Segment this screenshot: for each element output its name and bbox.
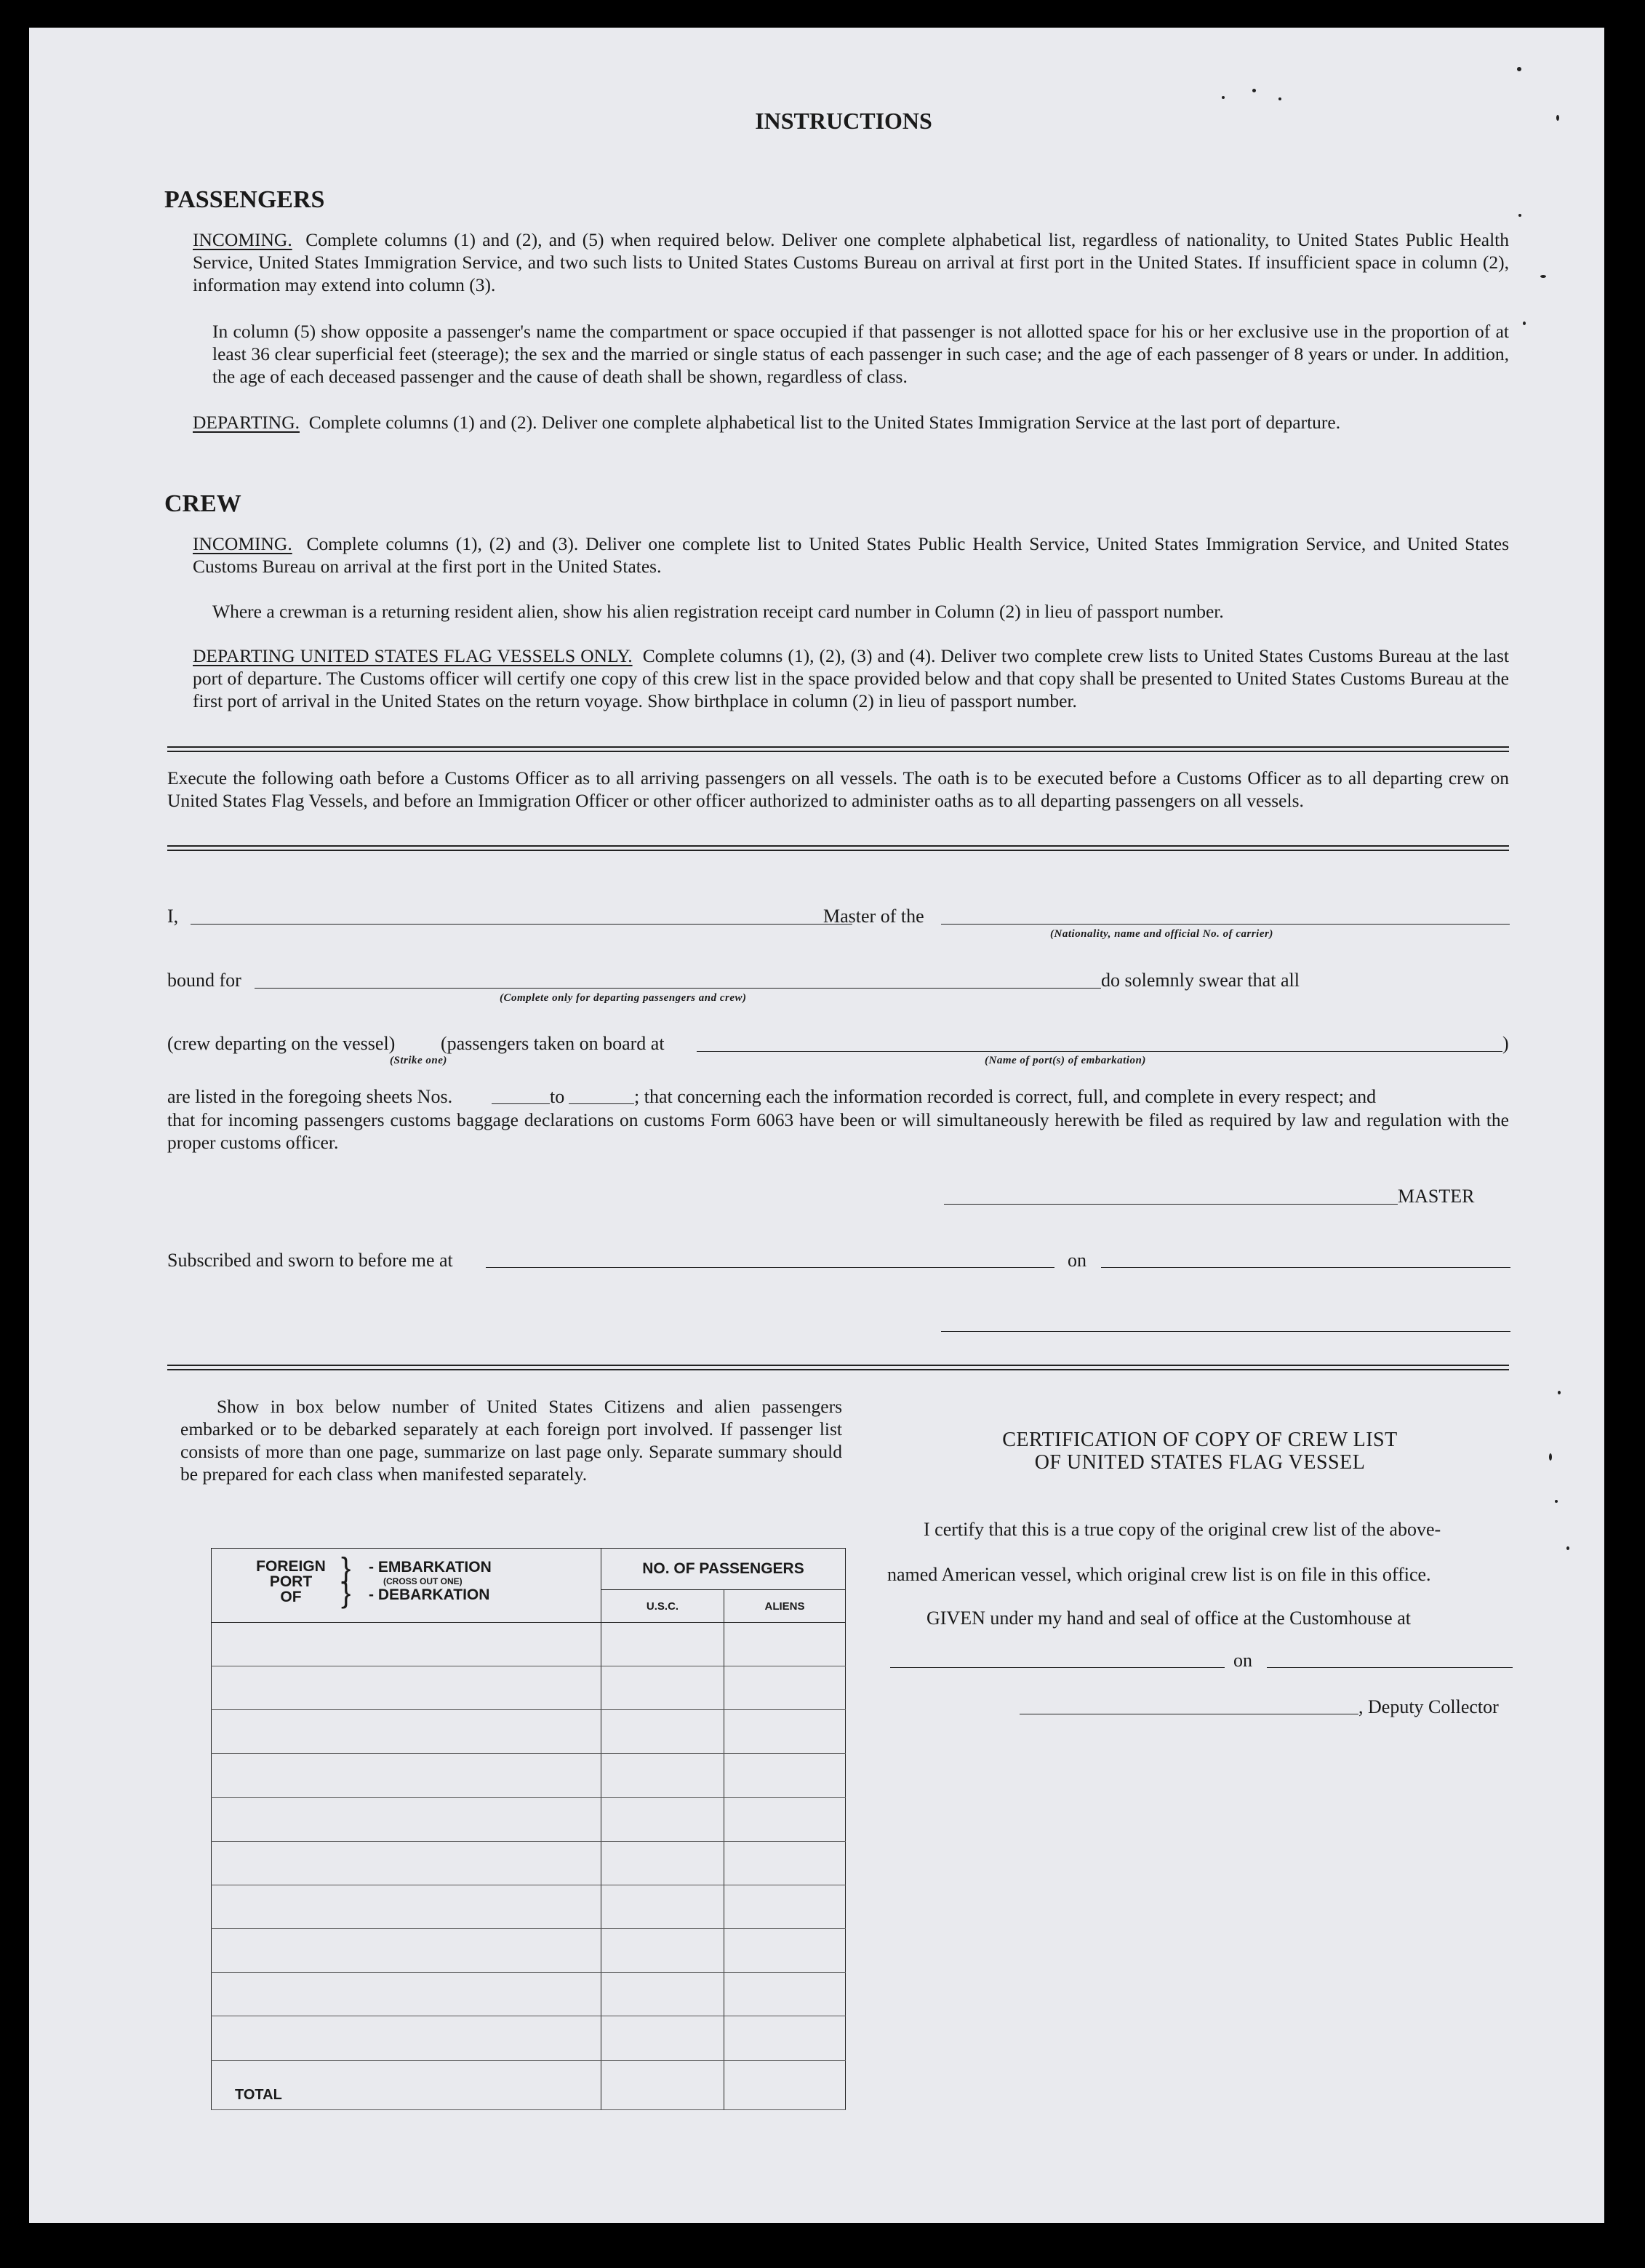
passengers-incoming-label: INCOMING. (193, 229, 292, 250)
aliens-header: ALIENS (724, 1590, 846, 1623)
table-row (212, 1973, 846, 2016)
bound-for-label: bound for (167, 970, 241, 991)
scan-speck (1222, 96, 1225, 99)
passengers-departing-text: Complete columns (1) and (2). Deliver one complete alphabetical list to the United States Immigration Service at the last port of departure. (308, 412, 1341, 433)
port-cell[interactable] (212, 1929, 601, 1973)
officer-signature-field[interactable] (941, 1331, 1510, 1332)
brace-icon: } } (341, 1552, 351, 1609)
crew-departing-option[interactable]: (crew departing on the vessel) (167, 1033, 396, 1054)
bound-for-field[interactable] (255, 988, 1101, 989)
certification-heading-line1: CERTIFICATION OF COPY OF CREW LIST (1002, 1429, 1398, 1451)
carrier-field[interactable] (941, 924, 1510, 925)
usc-cell[interactable] (601, 1797, 724, 1841)
debarkation-label: - DEBARKATION (369, 1586, 490, 1603)
deputy-collector-label: , Deputy Collector (1358, 1696, 1499, 1717)
port-cell[interactable] (212, 1754, 601, 1797)
crew-incoming-text: Complete columns (1), (2) and (3). Deliver one complete list to United States Public Health Service, United States Immigration Service, and United States Customs Bureau on arrival at the first port in the United States. (193, 533, 1509, 577)
listed-continuation: that for incoming passengers customs baggage declarations on customs Form 6063 have been or will simultaneously herewith be filed as required by law and regulation with the proper customs officer. (167, 1109, 1509, 1153)
scan-speck (1540, 275, 1546, 278)
table-row (212, 1841, 846, 1885)
sworn-on-label: on (1068, 1250, 1086, 1271)
table-row (212, 1622, 846, 1666)
usc-cell[interactable] (601, 1754, 724, 1797)
crew-heading: CREW (164, 490, 241, 517)
usc-header: U.S.C. (601, 1590, 724, 1623)
sworn-place-field[interactable] (486, 1267, 1054, 1268)
table-row (212, 1929, 846, 1973)
table-row (212, 1797, 846, 1841)
certification-on-label: on (1233, 1650, 1252, 1671)
aliens-cell[interactable] (724, 2016, 846, 2060)
aliens-cell[interactable] (724, 1841, 846, 1885)
cross-out-label: (CROSS OUT ONE) (383, 1576, 463, 1586)
passengers-heading: PASSENGERS (164, 186, 325, 213)
customhouse-field[interactable] (890, 1667, 1225, 1668)
certification-date-field[interactable] (1267, 1667, 1513, 1668)
usc-cell[interactable] (601, 1841, 724, 1885)
ports-caption: (Name of port(s) of embarkation) (985, 1055, 1146, 1066)
page-title: INSTRUCTIONS (755, 108, 932, 134)
usc-cell[interactable] (601, 2016, 724, 2060)
bound-caption: (Complete only for departing passengers and crew) (500, 992, 747, 1004)
swear-label: do solemnly swear that all (1101, 970, 1300, 991)
passengers-departing-paragraph (193, 411, 1509, 434)
certification-heading-line2: OF UNITED STATES FLAG VESSEL (1034, 1451, 1366, 1474)
passengers-incoming-text: Complete columns (1) and (2), and (5) when required below. Deliver one complete alphabetical list, regardless of nationality, to United States Public Health Service, United States Immigration Service, and two such lists to United States Customs Bureau on arrival at first port in the United States. If insufficient space in column (2), information may extend into column (3). (193, 229, 1509, 295)
oath-i-label: I, (167, 906, 179, 927)
crew-resident-paragraph: Where a crewman is a returning resident alien, show his alien registration receipt card number in Column (2) in lieu of passport number. (212, 601, 1224, 622)
crew-departing-label: DEPARTING UNITED STATES FLAG VESSELS ONLY. (193, 645, 633, 666)
scan-speck (1558, 1391, 1561, 1394)
summary-instructions: Show in box below number of United States Citizens and alien passengers embarked or to be debarked separately at each foreign port involved. If passenger list consists of more than one page, summarize on last page only. Separate summary should be prepared for each class when manifested separately. (180, 1396, 842, 1485)
embarkation-label: - EMBARKATION (369, 1559, 492, 1576)
close-paren: ) (1502, 1033, 1509, 1054)
scan-speck (1566, 1546, 1569, 1550)
scan-speck (1252, 89, 1256, 92)
certify-line2: named American vessel, which original crew list is on file in this office. (887, 1564, 1431, 1585)
passengers-departing-label: DEPARTING. (193, 412, 300, 433)
scan-speck (1523, 322, 1526, 325)
master-label: MASTER (1398, 1186, 1475, 1207)
table-row (212, 2016, 846, 2060)
table-row (212, 1885, 846, 1928)
table-row (212, 1754, 846, 1797)
aliens-cell[interactable] (724, 1622, 846, 1666)
crew-departing-paragraph (193, 644, 1509, 712)
scan-speck (1278, 97, 1281, 100)
listed-rest: ; that concerning each the information recorded is correct, full, and complete in every respect; and (634, 1086, 1377, 1107)
usc-cell[interactable] (601, 1622, 724, 1666)
usc-cell[interactable] (601, 1666, 724, 1710)
port-cell[interactable] (212, 1841, 601, 1885)
usc-cell[interactable] (601, 1973, 724, 2016)
oath-instructions: Execute the following oath before a Customs Officer as to all arriving passengers on all vessels. The oath is to be executed before a Customs Officer as to all departing crew on United States Flag Vessels, and before an Immigration Officer or other officer authorized to administer oaths as to all departing passengers on all vessels. (167, 767, 1509, 811)
divider-rule (167, 845, 1509, 847)
port-cell[interactable] (212, 1666, 601, 1710)
crew-incoming-label: INCOMING. (193, 533, 292, 554)
strike-one-caption: (Strike one) (390, 1055, 447, 1066)
aliens-cell[interactable] (724, 1666, 846, 1710)
total-label: TOTAL (212, 2060, 601, 2109)
port-cell[interactable] (212, 1622, 601, 1666)
divider-rule (167, 850, 1509, 851)
listed-to: to (550, 1086, 565, 1107)
usc-total-cell[interactable] (601, 2060, 724, 2109)
aliens-total-cell[interactable] (724, 2060, 846, 2109)
listed-prefix: are listed in the foregoing sheets Nos. (167, 1086, 453, 1107)
passengers-incoming-paragraph (193, 228, 1509, 296)
scan-speck (1556, 115, 1559, 121)
usc-cell[interactable] (601, 1885, 724, 1928)
port-label: PORT (269, 1573, 313, 1590)
aliens-cell[interactable] (724, 1885, 846, 1928)
total-row (212, 2060, 846, 2109)
no-of-passengers-header: NO. OF PASSENGERS (601, 1549, 846, 1590)
embarkation-ports-field[interactable] (697, 1051, 1502, 1052)
divider-rule (167, 751, 1509, 752)
aliens-cell[interactable] (724, 1710, 846, 1754)
aliens-cell[interactable] (724, 1797, 846, 1841)
sheet-to-field[interactable] (569, 1103, 634, 1104)
divider-rule (167, 746, 1509, 748)
passenger-summary-table (211, 1548, 846, 2110)
divider-rule (167, 1369, 1509, 1370)
usc-cell[interactable] (601, 1710, 724, 1754)
certification-heading (887, 1429, 1513, 1474)
passengers-taken-option[interactable]: (passengers taken on board at (441, 1033, 665, 1054)
divider-rule (167, 1365, 1509, 1366)
form-page (29, 28, 1604, 2223)
scan-speck (1555, 1500, 1558, 1503)
of-label: OF (280, 1589, 302, 1605)
certify-line1: I certify that this is a true copy of the original crew list of the above- (924, 1519, 1441, 1540)
foreign-label: FOREIGN (256, 1558, 326, 1575)
crew-incoming-paragraph (193, 532, 1509, 578)
passengers-column5-paragraph: In column (5) show opposite a passenger's name the compartment or space occupied if that passenger is not allotted space for his or her exclusive use in the proportion of at least 36 clear superficial feet (steerage); the sex and the married or single status of each passenger in such case; and the age of each passenger of 8 years or under. In addition, the age of each deceased passenger and the cause of death shall be shown, regardless of class. (212, 321, 1509, 387)
sworn-date-field[interactable] (1101, 1267, 1510, 1268)
port-header-cell (212, 1549, 601, 1623)
usc-cell[interactable] (601, 1929, 724, 1973)
port-cell[interactable] (212, 2016, 601, 2060)
sheet-from-field[interactable] (492, 1103, 550, 1104)
table-row (212, 1710, 846, 1754)
aliens-cell[interactable] (724, 1929, 846, 1973)
port-cell[interactable] (212, 1710, 601, 1754)
carrier-caption: (Nationality, name and official No. of carrier) (1050, 928, 1273, 940)
subscribed-label: Subscribed and sworn to before me at (167, 1250, 453, 1271)
master-name-field[interactable] (191, 924, 852, 925)
scan-speck (1518, 214, 1521, 217)
port-cell[interactable] (212, 1885, 601, 1928)
given-line: GIVEN under my hand and seal of office at the Customhouse at (926, 1608, 1411, 1629)
table-row (212, 1666, 846, 1710)
scan-speck (1517, 67, 1521, 71)
port-cell[interactable] (212, 1797, 601, 1841)
aliens-cell[interactable] (724, 1973, 846, 2016)
aliens-cell[interactable] (724, 1754, 846, 1797)
master-of-label: Master of the (823, 906, 924, 927)
scan-speck (1549, 1453, 1552, 1461)
port-cell[interactable] (212, 1973, 601, 2016)
master-signature-field[interactable] (944, 1204, 1398, 1205)
crew-departing-text: Complete columns (1), (2), (3) and (4). Deliver two complete crew lists to United States Customs Bureau at the last port of departure. The Customs officer will certify one copy of this crew list in the space provided below and that copy shall be presented to United States Customs Bureau at the first port of arrival in the United States on the return voyage. Show birthplace in column (2) in lieu of passport number. (193, 645, 1510, 711)
